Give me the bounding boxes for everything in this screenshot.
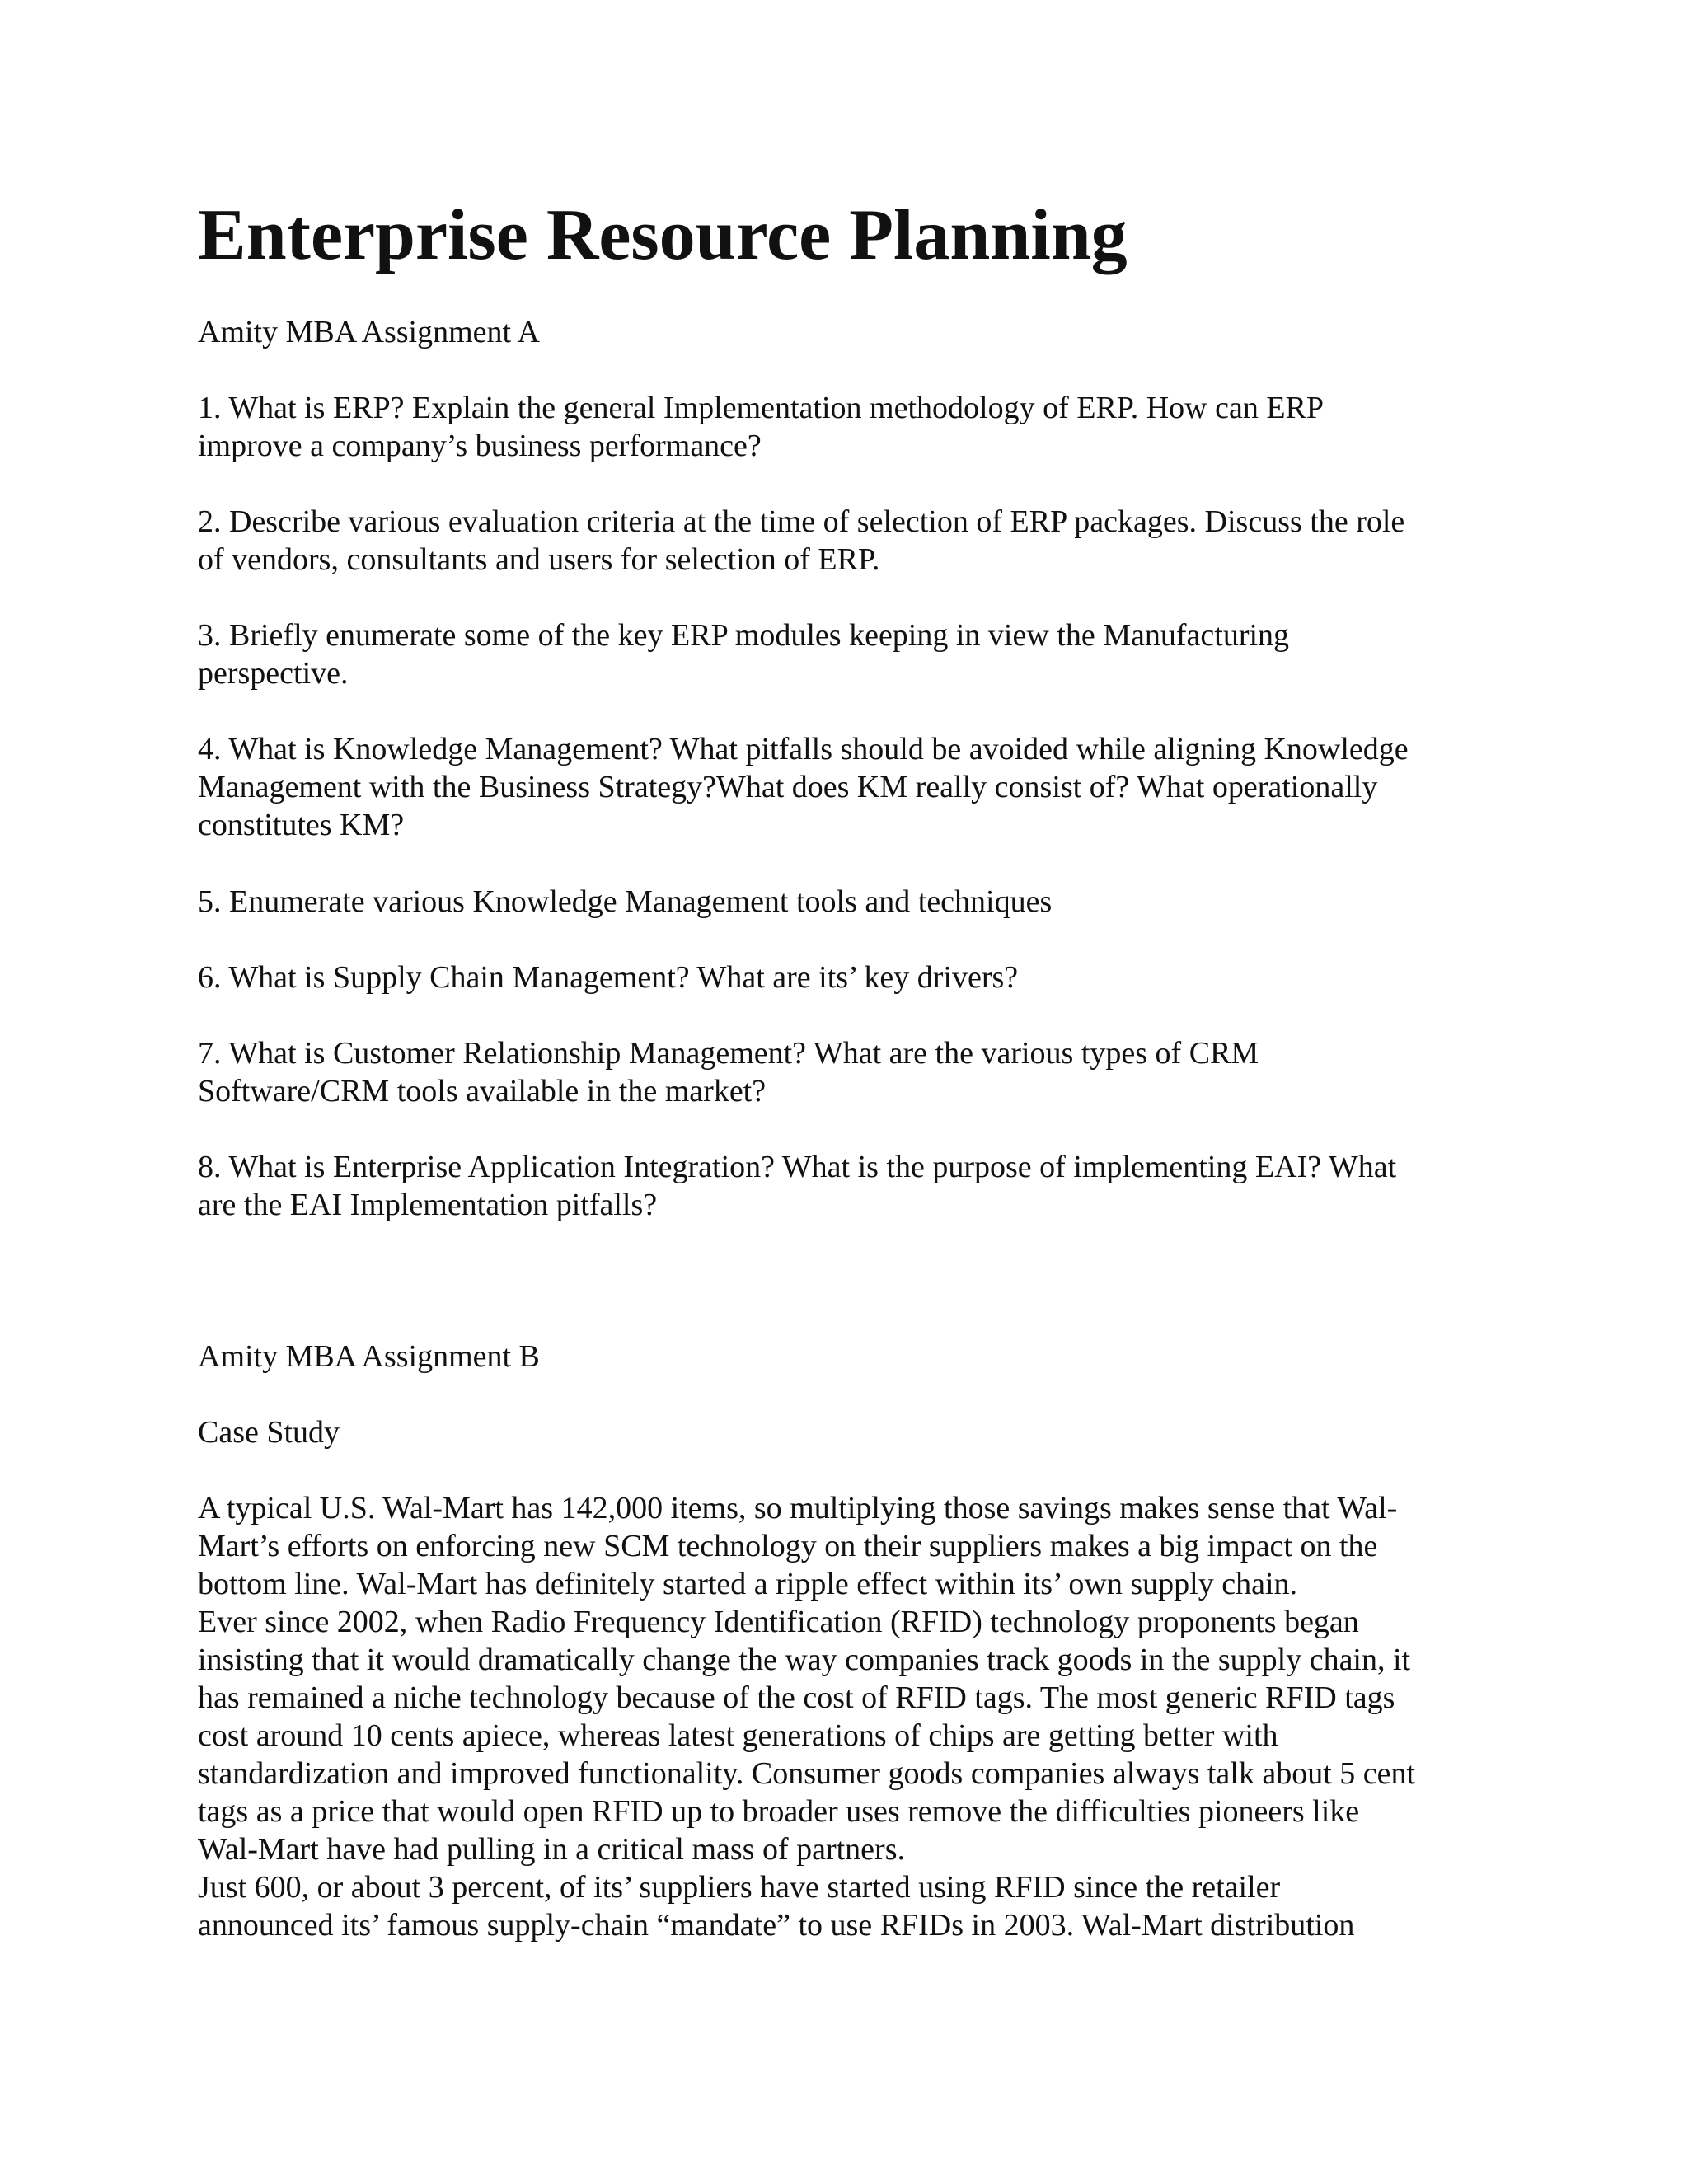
- question-line: 8. What is Enterprise Application Integration? What is the purpose of implementing EAI? What: [198, 1150, 1397, 1184]
- question-line: 1. What is ERP? Explain the general Implementation methodology of ERP. How can ERP: [198, 391, 1325, 425]
- case-line: tags as a price that would open RFID up to broader uses remove the difficulties pioneers like: [198, 1794, 1360, 1829]
- question-line: 7. What is Customer Relationship Management? What are the various types of CRM: [198, 1036, 1259, 1071]
- question-line: 2. Describe various evaluation criteria at the time of selection of ERP packages. Discuss the role: [198, 504, 1405, 539]
- assignment-a-heading: Amity MBA Assignment A: [198, 315, 540, 349]
- question-3: [198, 616, 1517, 692]
- case-line: A typical U.S. Wal-Mart has 142,000 items, so multiplying those savings makes sense that Wal-: [198, 1491, 1398, 1526]
- question-line: constitutes KM?: [198, 808, 405, 842]
- question-line: 3. Briefly enumerate some of the key ERP modules keeping in view the Manufacturing: [198, 618, 1290, 653]
- question-line: perspective.: [198, 656, 349, 691]
- case-line: insisting that it would dramatically change the way companies track goods in the supply chain, it: [198, 1643, 1411, 1677]
- case-line: Wal-Mart have had pulling in a critical mass of partners.: [198, 1832, 905, 1867]
- case-line: announced its’ famous supply-chain “mandate” to use RFIDs in 2003. Wal-Mart distribution: [198, 1908, 1355, 1943]
- question-2: [198, 503, 1517, 579]
- question-line: 5. Enumerate various Knowledge Management tools and techniques: [198, 884, 1053, 919]
- case-line: has remained a niche technology because of the cost of RFID tags. The most generic RFID tags: [198, 1680, 1395, 1715]
- assignment-b-heading: Amity MBA Assignment B: [198, 1339, 540, 1374]
- case-line: Ever since 2002, when Radio Frequency Identification (RFID) technology proponents began: [198, 1605, 1359, 1639]
- case-line: Mart’s efforts on enforcing new SCM technology on their suppliers makes a big impact on the: [198, 1529, 1378, 1563]
- question-4: [198, 730, 1517, 844]
- question-line: are the EAI Implementation pitfalls?: [198, 1188, 658, 1222]
- question-6: [198, 958, 1517, 996]
- question-8: [198, 1148, 1517, 1224]
- case-line: cost around 10 cents apiece, whereas latest generations of chips are getting better with: [198, 1718, 1278, 1753]
- question-line: 6. What is Supply Chain Management? What are its’ key drivers?: [198, 960, 1019, 995]
- case-study-body: [198, 1489, 1517, 1944]
- question-line: 4. What is Knowledge Management? What pitfalls should be avoided while aligning Knowledge: [198, 732, 1409, 766]
- question-1: [198, 389, 1517, 465]
- question-5: [198, 883, 1517, 921]
- question-line: Management with the Business Strategy?What does KM really consist of? What operationally: [198, 770, 1378, 804]
- question-line: of vendors, consultants and users for selection of ERP.: [198, 542, 880, 577]
- case-line: bottom line. Wal-Mart has definitely started a ripple effect within its’ own supply chain.: [198, 1567, 1298, 1601]
- question-7: [198, 1034, 1517, 1110]
- case-study-heading: Case Study: [198, 1415, 340, 1450]
- case-line: standardization and improved functionality. Consumer goods companies always talk about 5 cent: [198, 1756, 1416, 1791]
- question-line: improve a company’s business performance?: [198, 429, 762, 463]
- document-title: Enterprise Resource Planning: [198, 195, 1128, 275]
- case-line: Just 600, or about 3 percent, of its’ suppliers have started using RFID since the retailer: [198, 1870, 1281, 1905]
- question-line: Software/CRM tools available in the market?: [198, 1074, 767, 1108]
